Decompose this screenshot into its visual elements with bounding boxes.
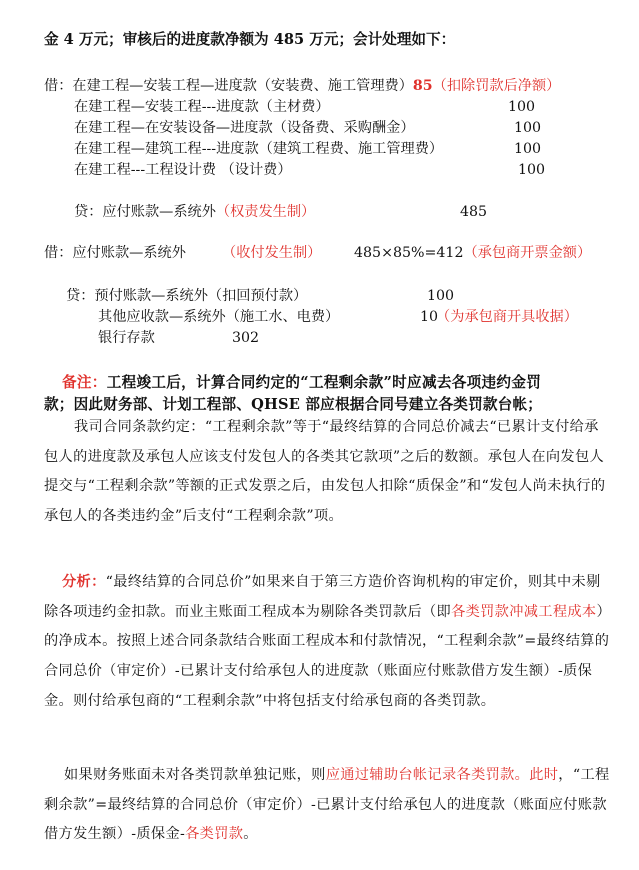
entry2-credit-amount: 10 <box>420 309 439 325</box>
remark-line-1 <box>62 373 541 393</box>
entry2-debit-calc: 485×85%=412 <box>354 245 464 261</box>
entry1-line1-amount: 85 <box>412 78 433 94</box>
debit-prefix: 借： <box>44 78 73 94</box>
entry2-debit-calc-note: （承包商开票金额） <box>463 245 592 261</box>
entry1-row: 在建工程—在安装设备—进度款（设备费、采购酬金） <box>74 120 415 136</box>
entry2-credit-line: 银行存款 <box>98 330 155 346</box>
entry1-row: 在建工程—安装工程---进度款（主材费） <box>74 99 330 115</box>
entry1-row-amount: 100 <box>508 99 536 115</box>
contract-terms-paragraph: 我司合同条款约定：“工程剩余款”等于“最终结算的合同总价减去“已累计支付给承包人的进度款及承包人应该支付发包人的各类其它款项”之后的数额。承包人在向发包人提交与“工程剩余款”等额的正式发票之后，由发包人扣除“质保金”和“发包人尚未执行的承包人的各类违约金”后支付“工程剩余款”项。 <box>44 419 606 525</box>
entry1-row-amount: 100 <box>514 141 542 157</box>
analysis-text-a: “最终结算的合同总价”如果来自于第三方造价咨询机构的审定价，则其中未剔除各项违约金扣款。而业主账面工程成本为剔除各类罚款后（即 <box>44 574 601 620</box>
entry1-row-amount: 100 <box>518 162 546 178</box>
remark-label: 备注： <box>62 374 107 391</box>
analysis-label: 分析： <box>62 574 106 590</box>
para3-text-red2: 各类罚款 <box>185 826 244 843</box>
ledger-paragraph <box>44 761 612 850</box>
entry2-credit-line: 其他应收款—系统外（施工水、电费） <box>98 309 340 325</box>
entry1-credit-text: 贷：应付账款—系统外 <box>74 204 216 220</box>
entry1-line1-note: （扣除罚款后净额） <box>432 78 561 94</box>
remark-text-1: 工程竣工后，计算合同约定的“工程剩余款”时应减去各项违约金罚 <box>106 374 542 391</box>
analysis-text-red: 各类罚款冲减工程成本 <box>451 603 597 620</box>
entry2-credit-line: 贷：预付账款—系统外（扣回预付款） <box>66 288 308 304</box>
entry1-row: 在建工程—建筑工程---进度款（建筑工程费、施工管理费） <box>74 141 444 157</box>
entry1-line1-text: 在建工程—安装工程—进度款（安装费、施工管理费） <box>72 78 413 94</box>
analysis-paragraph <box>44 568 612 717</box>
entry2-credit-amount: 100 <box>427 288 455 304</box>
entry1-row: 在建工程---工程设计费 （设计费） <box>74 162 292 178</box>
para3-text-red1: 应通过辅助台帐记录各类罚款。此时 <box>325 767 559 783</box>
entry1-credit-amount: 485 <box>460 204 488 220</box>
analysis-text-b: ）的净成本。按照上述合同条款结合账面工程成本和付款情况，“工程剩余款”=最终结算的合同总价（审定价）-已累计支付给承包人的进度款（账面应付账款借方发生额）-质保金。则付给承包商的“工程剩余款”中将包括支付给承包商的各类罚款。 <box>44 603 611 709</box>
top-line: 金 4 万元；审核后的进度款净额为 485 万元；会计处理如下： <box>44 31 456 48</box>
remark-text-2: 款；因此财务部、计划工程部、QHSE 部应根据合同号建立各类罚款台帐； <box>44 396 543 413</box>
entry2-debit-text: 借：应付账款—系统外 <box>44 245 186 261</box>
para3-text-b: ，“工程剩余款”=最终结算的合同总价（审定价）-已累计支付给承包人的进度款（账面应付账款借方发生额）-质保金- <box>44 767 610 843</box>
entry2-credit-note: （为承包商开具收据） <box>436 309 578 325</box>
entry1-credit-line <box>74 202 315 222</box>
entry1-credit-note: （权责发生制） <box>215 204 316 220</box>
entry2-debit-note: （收付发生制） <box>222 245 322 261</box>
para3-text-c: 。 <box>243 826 258 843</box>
para3-text-a: 如果财务账面未对各类罚款单独记账，则 <box>64 767 326 783</box>
entry2-credit-amount: 302 <box>232 330 260 346</box>
entry1-debit-line <box>44 76 560 96</box>
entry1-row-amount: 100 <box>514 120 542 136</box>
entry2-debit-calc-line <box>354 243 591 263</box>
